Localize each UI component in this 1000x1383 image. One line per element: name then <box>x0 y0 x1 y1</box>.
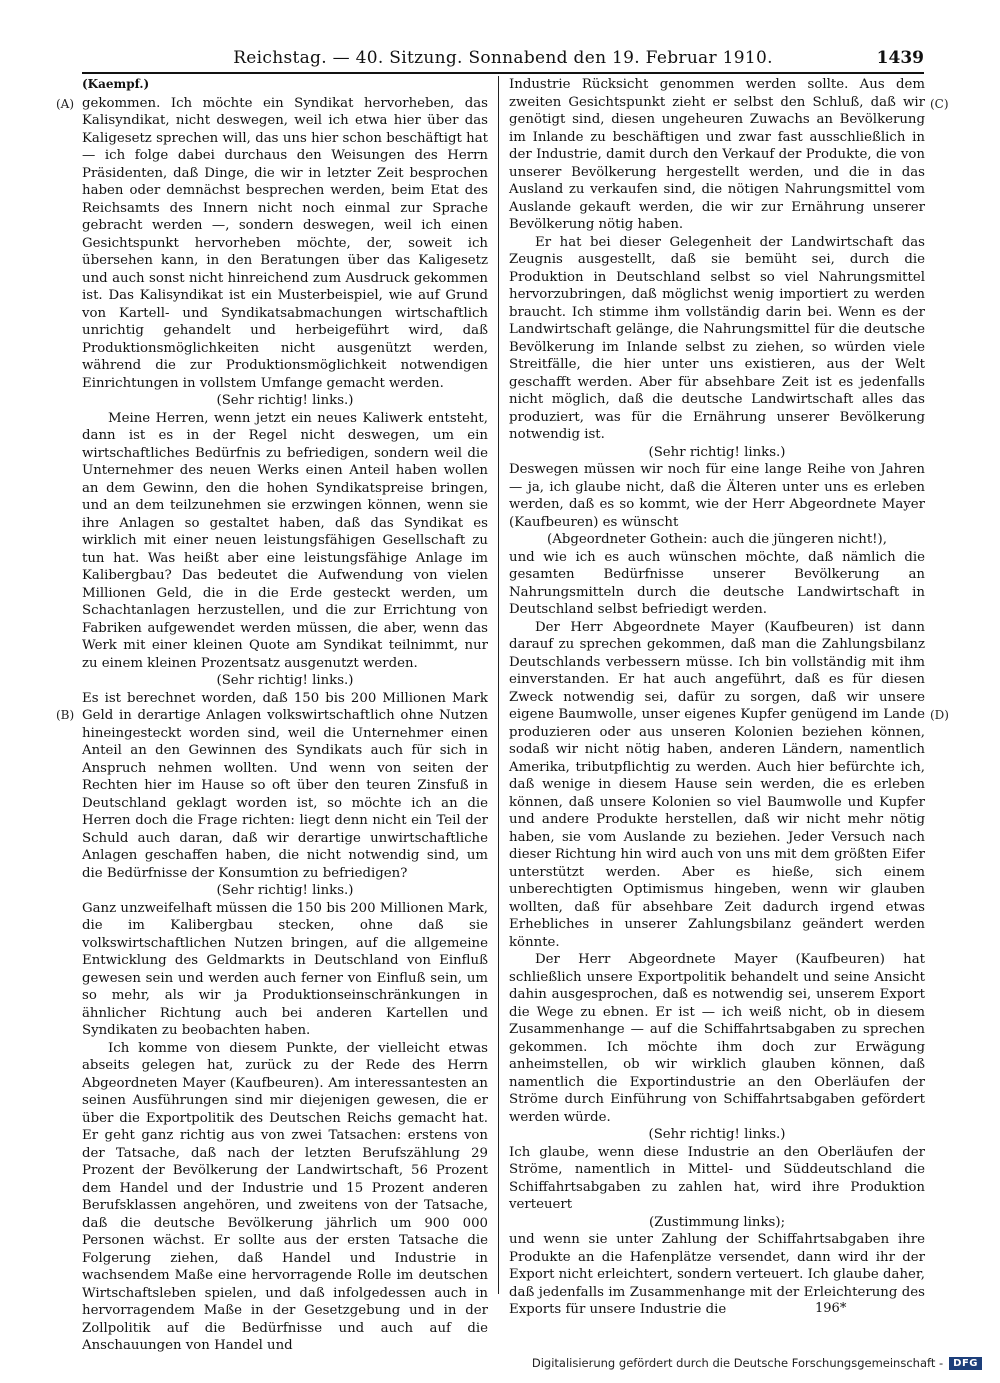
paragraph: Er hat bei dieser Gelegenheit der Landwirtschaft das Zeugnis ausgestellt, daß sie bemüht sei, durch die Produktion in Deutschland selbst so viel Nahrungsmittel hervorzubringen, daß möglichst wenig importiert zu werden braucht. Ich stimme ihm vollständig darin bei. Wenn es der Landwirtschaft gelänge, die Nahrungsmittel für die deutsche Bevölkerung im Inlande selbst zu ziehen, so würden viele Streitfälle, die hier unter uns existieren, aus der Welt geschafft werden. Aber für absehbare Zeit ist es jedenfalls nicht möglich, daß die deutsche Landwirtschaft alles das produziert, was für die Ernährung unserer Bevölkerung notwendig ist. <box>509 234 925 442</box>
paragraph: Ganz unzweifelhaft müssen die 150 bis 200 Millionen Mark, die im Kalibergbau stecken, ohne daß sie volkswirtschaftlichen Nutzen bringen, auf die allgemeine Entwicklung des Geldmarkts in Deutschland von Einfluß gewesen sein und werden auch ferner von Einfluß sein, um so mehr, als wir ja Produktionseinschränkungen in ähnlicher Richtung auch bei anderen Kartellen und Syndikaten zu beobachten haben. <box>82 900 488 1038</box>
margin-marker-a: (A) <box>56 97 75 111</box>
margin-marker-b: (B) <box>56 708 75 722</box>
paragraph: Meine Herren, wenn jetzt ein neues Kaliwerk entsteht, dann ist es in der Regel nicht deswegen, um ein wirtschaftliches Bedürfnis zu befriedigen, sondern weil die Unternehmer des neuen Werks einen Anteil haben wollen an dem Gewinn, den die hohen Syndikatspreise bringen, und an dem teilzunehmen sie erzwingen können, wenn sie ihre Anlagen so gestaltet haben, daß das Syndikat es wirklich mit einer neuen leistungsfähigen Gesellschaft zu tun hat. Was heißt aber eine leistungsfähige Anlage im Kalibergbau? Das bedeutet die Aufwendung von vielen Millionen Geld, die in die Erde gesteckt werden, um Schachtanlagen herzustellen, und die zur Errichtung von Fabriken aufgewendet werden müssen, die aber, wenn das Werk mit einer kleinen Quote am Syndikat teilnimmt, nur zu einem kleinen Prozentsatz ausgenutzt werden. <box>82 410 488 671</box>
speaker-label: (Kaempf.) <box>82 77 150 91</box>
interjection: (Sehr richtig! links.) <box>648 444 786 460</box>
interjection: (Abgeordneter Gothein: auch die jüngeren nicht!), <box>547 532 887 547</box>
running-title: Reichstag. — 40. Sitzung. Sonnabend den 19. Februar 1910. <box>233 48 773 68</box>
paragraph: Industrie Rücksicht genommen werden sollte. Aus dem zweiten Gesichtspunkt zieht er selbst den Schluß, daß wir genötigt sind, diesen ungeheuren Zuwachs an Bevölkerung im Inlande zu beschäftigen und zwar fast ausschließlich in der Industrie, damit durch den Verkauf der Produkte, die von unserer Bevölkerung hergestellt werden, und die in das Ausland zu verkaufen sind, die nötigen Nahrungsmittel vom Auslande gekauft werden, die wir zur Ernährung unserer Bevölkerung nötig haben. <box>509 77 925 232</box>
interjection: (Sehr richtig! links.) <box>648 1127 786 1142</box>
interjection: (Zustimmung links); <box>648 1214 786 1230</box>
margin-marker-c: (C) <box>930 97 949 111</box>
interjection: (Sehr richtig! links.) <box>216 883 354 898</box>
paragraph: Ich glaube, wenn diese Industrie an den Oberläufen der Ströme, namentlich in Mittel- und Süddeutschland die Schiffahrtsabgaben zu zahlen hat, wird ihre Produktion verteuert <box>509 1144 925 1212</box>
header-rule <box>82 72 924 74</box>
paragraph: Deswegen müssen wir noch für eine lange Reihe von Jahren — ja, ich glaube nicht, daß die Älteren unter uns es erleben werden, daß es so kommt, wie der Herr Abgeordnete Mayer (Kaufbeuren) es wünscht <box>509 462 925 530</box>
signature-mark: 196* <box>815 1301 847 1316</box>
page-header <box>82 48 924 72</box>
paragraph: und wenn sie unter Zahlung der Schiffahrtsabgaben ihre Produkte an die Hafenplätze versendet, dann wird ihr der Export nicht erleichtert, sondern verteuert. Ich glaube daher, daß jedenfalls im Zusammenhange mit der Erleichterung des Exports für unsere Industrie die <box>509 1232 925 1317</box>
margin-marker-d: (D) <box>930 708 949 722</box>
dfg-logo: DFG <box>949 1357 982 1370</box>
paragraph: und wie ich es auch wünschen möchte, daß nämlich die gesamten Bedürfnisse unserer Bevölkerung an Nahrungsmitteln durch die deutsche Landwirtschaft in Deutschland selbst befriedigt werden. <box>509 549 925 617</box>
digitization-footer <box>532 1356 982 1370</box>
interjection: (Sehr richtig! links.) <box>216 673 354 688</box>
footer-text: Digitalisierung gefördert durch die Deutsche Forschungsgemeinschaft - <box>531 1356 944 1370</box>
paragraph: Es ist berechnet worden, daß 150 bis 200 Millionen Mark Geld in derartige Anlagen volkswirtschaftlich ohne Nutzen hineingesteckt worden sind, weil die Unternehmer einen Anteil an den Gewinnen des Syndikats auch für sich in Anspruch nehmen wollten. Und wenn von seiten der Rechten hier im Hause so oft über den teuren Zinsfuß in Deutschland geklagt worden ist, so möchte ich an die Herren doch die Frage richten: liegt denn nicht ein Teil der Schuld auch daran, daß wir derartige unwirtschaftliche Anlagen geschaffen haben, die nicht notwendig sind, um die Bedürfnisse der Konsumtion zu befriedigen? <box>82 690 488 881</box>
left-column <box>82 76 488 1355</box>
page-number: 1439 <box>876 48 924 68</box>
paragraph: Der Herr Abgeordnete Mayer (Kaufbeuren) hat schließlich unsere Exportpolitik behandelt und seine Ansicht dahin ausgesprochen, daß es notwendig sei, unserem Export die Wege zu ebnen. Er ist — ich weiß nicht, ob in diesem Zusammenhange — auf die Schiffahrtsabgaben zu sprechen gekommen. Ich möchte ihm doch zur Erwägung anheimstellen, ob wir wirklich glauben können, daß namentlich die Exportindustrie an den Oberläufen der Ströme durch Einführung von Schiffahrtsabgaben gefördert werden würde. <box>509 952 925 1125</box>
column-divider <box>498 76 499 1294</box>
interjection: (Sehr richtig! links.) <box>216 393 354 408</box>
paragraph: gekommen. Ich möchte ein Syndikat hervorheben, das Kalisyndikat, nicht deswegen, weil ich etwa hier über das Kaligesetz sprechen will, das uns hier schon beschäftigt hat — ich folge dabei durchaus den Weisungen des Herrn Präsidenten, daß Dinge, die wir in letzter Zeit besprochen haben oder demnächst besprechen werden, beim Etat des Reichsamts des Innern nicht noch einmal zur Sprache gebracht werden —, sondern deswegen, weil ich einen Gesichtspunkt hervorheben möchte, der, soweit ich übersehen kann, in den Beratungen über das Kaligesetz und auch sonst nicht hinreichend zum Ausdruck gekommen ist. Das Kalisyndikat ist ein Musterbeispiel, wie auf Grund von Kartell- und Syndikatsabmachungen wirtschaftlich unrichtig gehandelt und herbeigeführt wird, daß Produktionsmöglichkeiten nicht ausgenützt werden, während die zur Produktionsmöglichkeit notwendigen Einrichtungen in vollstem Umfange gemacht werden. <box>82 95 488 391</box>
right-column <box>509 76 925 1319</box>
paragraph: Ich komme von diesem Punkte, der vielleicht etwas abseits gelegen hat, zurück zu der Rede des Herrn Abgeordneten Mayer (Kaufbeuren). Am interessantesten an seinen Ausführungen sind mir diejenigen gewesen, die er über die Exportpolitik des Deutschen Reichs gemacht hat. Er geht ganz richtig aus von zwei Tatsachen: erstens von der Tatsache, daß nach der letzten Berufszählung 29 Prozent der Bevölkerung der Landwirtschaft, 56 Prozent dem Handel und der Industrie und 15 Prozent anderen Berufsklassen angehören, und zweitens von der Tatsache, daß die deutsche Bevölkerung jährlich um 900 000 Personen wächst. Er sollte aus der ersten Tatsache die Folgerung ziehen, daß Handel und Industrie in wachsendem Maße eine hervorragende Rolle im deutschen Wirtschaftsleben spielen, und daß infolgedessen auch in hervorragendem Maße in der Gesetzgebung und in der Zollpolitik auf die Bedürfnisse und auch auf die Anschauungen von Handel und <box>82 1040 488 1353</box>
paragraph: Der Herr Abgeordnete Mayer (Kaufbeuren) ist dann darauf zu sprechen gekommen, daß man die Zahlungsbilanz Deutschlands verbessern müsse. Ich bin vollständig mit ihm einverstanden. Er hat auch angeführt, daß es für diesen Zweck notwendig sei, dafür zu sorgen, daß wir unsere eigene Baumwolle, unser eigenes Kupfer genügend im Lande produzieren oder aus unseren Kolonien beziehen können, sodaß wir nicht nötig haben, anderen Ländern, namentlich Amerika, tributpflichtig zu werden. Auch hier befürchte ich, daß wenige in diesem Hause sein werden, die es erleben können, daß unsere Kolonien so viel Baumwolle und Kupfer und andere Produkte herstellen, daß wir nicht mehr nötig haben, sie vom Auslande zu beziehen. Jeder Versuch nach dieser Richtung hin wird auch von uns mit dem größten Eifer unterstützt werden. Aber es hieße, sich einem unberechtigten Optimismus hingeben, wenn wir glauben wollten, daß für absehbare Zeit dadurch irgend etwas Erhebliches in unserer Zahlungsbilanz geändert werden könnte. <box>509 619 925 950</box>
